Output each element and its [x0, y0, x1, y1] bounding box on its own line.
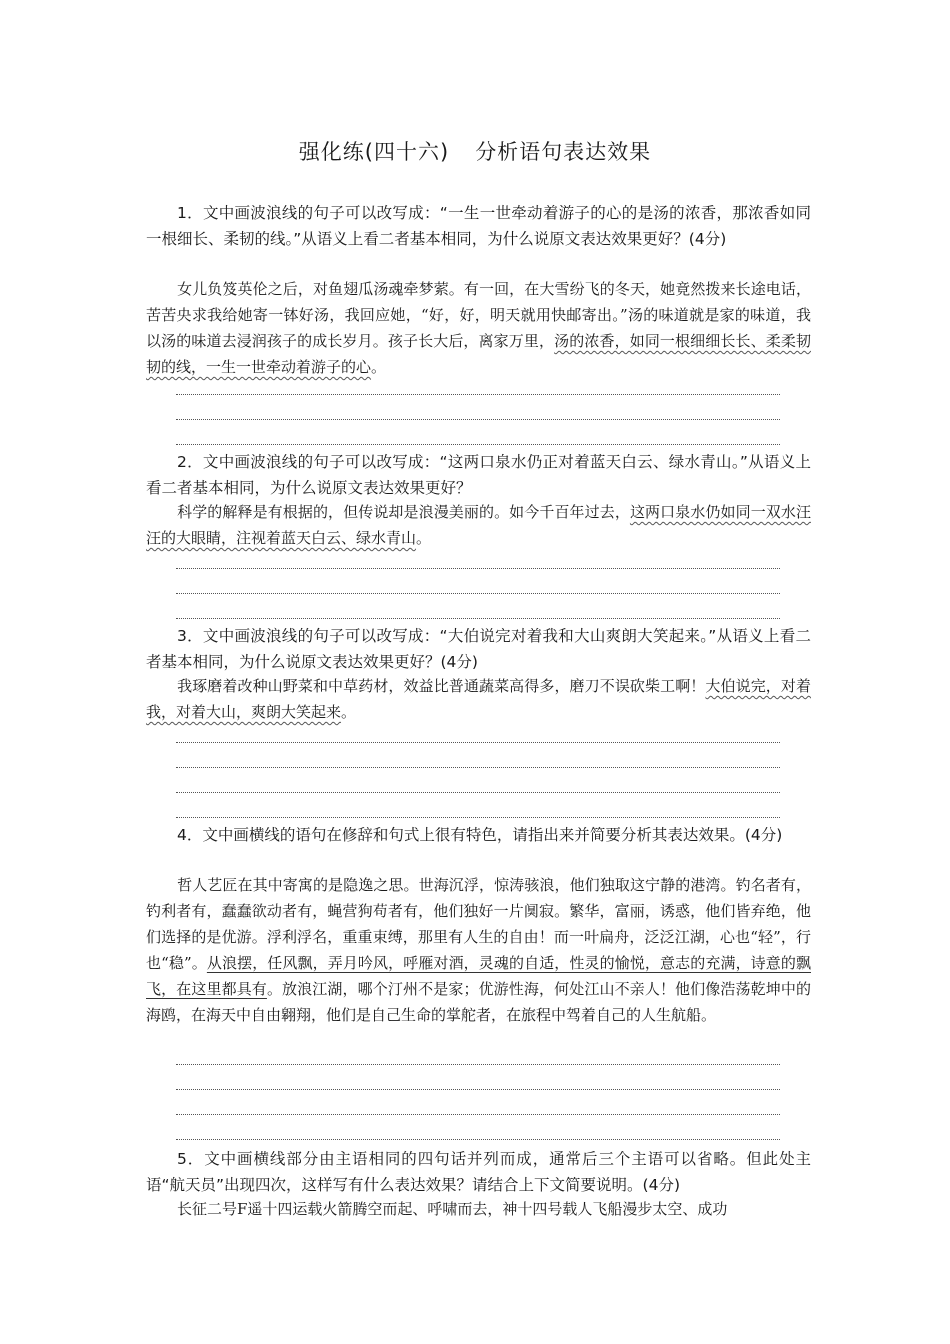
answer-line[interactable] — [176, 568, 780, 569]
wavy-underlined-sentence: 大伯说完，对着我，对着大山，爽朗大笑起来 — [146, 677, 811, 721]
question-5-passage: 长征二号F遥十四运载火箭腾空而起、呼啸而去，神十四号载人飞船漫步太空、成功 — [177, 1200, 728, 1218]
answer-line[interactable] — [176, 792, 780, 793]
underlined-sentence: 从浪摆，任风飘，弄月吟风，呼雁对酒，灵魂的自适，性灵的愉悦，意志的充满，诗意的飘飞，在这里都具有 — [146, 954, 811, 998]
title-sub: 分析语句表达效果 — [475, 140, 652, 164]
wavy-underlined-sentence: 这两口泉水仍如同一双水汪汪的大眼睛，注视着蓝天白云、绿水青山 — [146, 503, 811, 547]
question-4-prompt: 4．文中画横线的语句在修辞和句式上很有特色，请指出来并简要分析其表达效果。(4分) — [177, 826, 783, 844]
title-main: 强化练(四十六) — [298, 140, 450, 164]
question-1-passage: 女儿负笈英伦之后，对鱼翅瓜汤魂牵梦萦。有一回，在大雪纷飞的冬天，她竟然拨来长途电话，苦苦央求我给她寄一钵好汤，我回应她，“好，好，明天就用快邮寄出。”汤的味道就是家的味道，我以汤的味道去浸润孩子的成长岁月。孩子长大后，离家万里，汤的浓香，如同一根细细长长、柔柔韧韧的线，一生一世牵动着游子的心。 — [146, 280, 811, 376]
answer-line[interactable] — [176, 419, 780, 420]
question-3-prompt: 3．文中画波浪线的句子可以改写成：“大伯说完对着我和大山爽朗大笑起来。”从语义上看二者基本相同，为什么说原文表达效果更好？(4分) — [146, 627, 811, 671]
answer-line[interactable] — [176, 1064, 780, 1065]
question-2-passage: 科学的解释是有根据的，但传说却是浪漫美丽的。如今千百年过去，这两口泉水仍如同一双水汪汪的大眼睛，注视着蓝天白云、绿水青山。 — [146, 503, 811, 547]
answer-line[interactable] — [176, 618, 780, 619]
question-4-passage: 哲人艺匠在其中寄寓的是隐逸之思。世海沉浮，惊涛骇浪，他们独取这宁静的港湾。钓名者有，钓利者有，蠢蠢欲动者有，蝇营狗苟者有，他们独好一片阒寂。繁华，富丽，诱惑，他们皆弃绝，他们选择的是优游。浮利浮名，重重束缚，那里有人生的自由！而一叶扁舟，泛泛江湖，心也“轻”，行也“稳”。从浪摆，任风飘，弄月吟风，呼雁对酒，灵魂的自适，性灵的愉悦，意志的充满，诗意的飘飞，在这里都具有。放浪江湖，哪个汀州不是家；优游性海，何处江山不亲人！他们像浩荡乾坤中的海鸥，在海天中自由翱翔，他们是自己生命的掌舵者，在旅程中驾着自己的人生航船。 — [146, 876, 811, 1024]
question-5-prompt: 5．文中画横线部分由主语相同的四句话并列而成，通常后三个主语可以省略。但此处主语“航天员”出现四次，这样写有什么表达效果？请结合上下文简要说明。(4分) — [146, 1150, 811, 1194]
question-3-passage: 我琢磨着改种山野菜和中草药材，效益比普通蔬菜高得多，磨刀不误砍柴工啊！大伯说完，对着我，对着大山，爽朗大笑起来。 — [146, 677, 811, 721]
answer-line[interactable] — [176, 817, 780, 818]
question-1-prompt: 1．文中画波浪线的句子可以改写成：“一生一世牵动着游子的心的是汤的浓香，那浓香如同一根细长、柔韧的线。”从语义上看二者基本相同，为什么说原文表达效果更好？(4分) — [146, 204, 811, 248]
wavy-underlined-sentence: 汤的浓香，如同一根细细长长、柔柔韧韧的线，一生一世牵动着游子的心 — [146, 332, 811, 376]
answer-line[interactable] — [176, 593, 780, 594]
answer-line[interactable] — [176, 1139, 780, 1140]
answer-line[interactable] — [176, 1114, 780, 1115]
answer-line[interactable] — [176, 742, 780, 743]
question-2-prompt: 2．文中画波浪线的句子可以改写成：“这两口泉水仍正对着蓝天白云、绿水青山。”从语义上看二者基本相同，为什么说原文表达效果更好？ — [146, 453, 811, 497]
answer-line[interactable] — [176, 394, 780, 395]
answer-line[interactable] — [176, 444, 780, 445]
answer-line[interactable] — [176, 767, 780, 768]
page-title — [0, 136, 950, 166]
answer-line[interactable] — [176, 1089, 780, 1090]
